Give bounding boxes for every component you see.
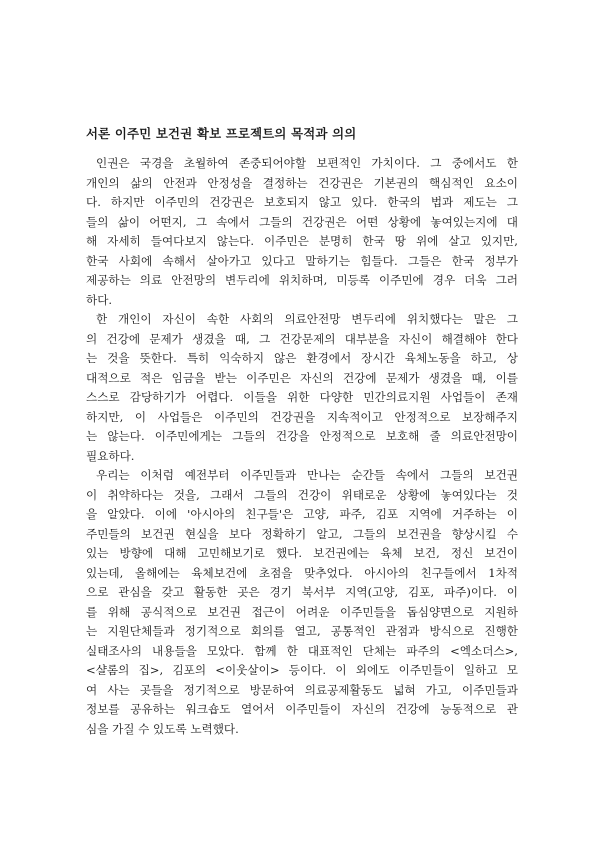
document-body	[86, 154, 518, 739]
paragraph-2-line: 의 건강에 문제가 생겼을 때, 그 건강문제의 대부분을 자신이 해결해야 한다	[86, 331, 518, 346]
paragraph-1-line: 해 자세히 들여다보지 않는다. 이주민은 분명히 한국 땅 위에 살고 있지만,	[86, 234, 518, 248]
paragraph-2-line: 필요하다.	[86, 448, 135, 463]
paragraph-1-line: 한국 사회에 속해서 살아가고 있다고 말하기는 힘들다. 그들은 한국 정부가	[86, 253, 518, 268]
paragraph-2-line: 한 개인이 자신이 속한 사회의 의료안전망 변두리에 위치했다는 말은 그	[96, 312, 518, 326]
paragraph-1-line: 인권은 국경을 초월하여 존중되어야할 보편적인 가치이다. 그 중에서도 한	[96, 156, 518, 170]
paragraph-3-line: 심을 가질 수 있도록 노력했다.	[86, 721, 239, 736]
paragraph-3-line: 이 취약하다는 것을, 그래서 그들의 건강이 위태로운 상황에 놓여있다는 것	[86, 487, 518, 502]
paragraph-2-line: 는 것을 뜻한다. 특히 익숙하지 않은 환경에서 장시간 육체노동을 하고, 상	[86, 351, 518, 365]
paragraph-3-line: 있는데, 올해에는 육체보건에 초점을 맞추었다. 아시아의 친구들에서 1차적	[86, 565, 518, 580]
paragraph-2-line: 하지만, 이 사업들은 이주민의 건강권을 지속적이고 안정적으로 보장해주지	[86, 409, 518, 424]
paragraph-3-line: 를 위해 공식적으로 보건권 접근이 어려운 이주민들을 돕심양면으로 지원하	[86, 604, 518, 619]
paragraph-3-line: 있는 방향에 대해 고민해보기로 했다. 보건권에는 육체 보건, 정신 보건이	[86, 546, 518, 560]
paragraph-3-line: 을 알았다. 이에 '아시아의 친구들'은 고양, 파주, 김포 지역에 거주하는 이	[86, 507, 518, 521]
paragraph-1-line: 제공하는 의료 안전망의 변두리에 위치하며, 미등록 이주민에 경우 더욱 그러	[86, 273, 518, 287]
paragraph-2-line: 는 않는다. 이주민에게는 그들의 건강을 안정적으로 보호해 줄 의료안전망이	[86, 429, 518, 443]
paragraph-3-line: 주민들의 보건권 현실을 보다 정확하기 알고, 그들의 보건권을 향상시킬 수	[86, 526, 518, 541]
paragraph-3-line: <샬롬의 집>, 김포의 <이웃살이> 등이다. 이 외에도 이주민들이 일하고 모	[86, 663, 518, 677]
paragraph-2-line: 스스로 감당하기가 어렵다. 이들을 위한 다양한 민간의료지원 사업들이 존재	[86, 390, 518, 404]
paragraph-1-line: 하다.	[86, 292, 113, 307]
paragraph-1-line: 개인의 삶의 안전과 안정성을 결정하는 건강권은 기본권의 핵심적인 요소이	[86, 175, 518, 190]
paragraph-3-line: 정보를 공유하는 워크숍도 열어서 이주민들이 자신의 건강에 능동적으로 관	[86, 702, 518, 716]
paragraph-3-line: 으로 관심을 갖고 활동한 곳은 경기 북서부 지역(고양, 김포, 파주)이다. 이	[86, 585, 518, 599]
paragraph-3-line: 는 지원단체들과 정기적으로 회의를 열고, 공통적인 관점과 방식으로 진행한	[86, 624, 518, 638]
paragraph-1-line: 다. 하지만 이주민의 건강권은 보호되지 않고 있다. 한국의 법과 제도는 그	[86, 195, 518, 209]
paragraph-3-line: 실태조사의 내용들을 모았다. 함께 한 대표적인 단체는 파주의 <엑소더스>,	[86, 643, 518, 658]
paragraph-3-line: 여 사는 곳들을 정기적으로 방문하여 의료공제활동도 넓혀 가고, 이주민들과	[86, 682, 518, 697]
paragraph-1-line: 들의 삶이 어떤지, 그 속에서 그들의 건강권은 어떤 상황에 놓여있는지에 대	[86, 214, 518, 229]
paragraph-2-line: 대적으로 적은 임금을 받는 이주민은 자신의 건강에 문제가 생겼을 때, 이를	[86, 370, 518, 385]
document-title: 서론 이주민 보건권 확보 프로젝트의 목적과 의의	[86, 126, 357, 141]
paragraph-3-line: 우리는 이처럼 예전부터 이주민들과 만나는 순간들 속에서 그들의 보건권	[96, 468, 518, 482]
